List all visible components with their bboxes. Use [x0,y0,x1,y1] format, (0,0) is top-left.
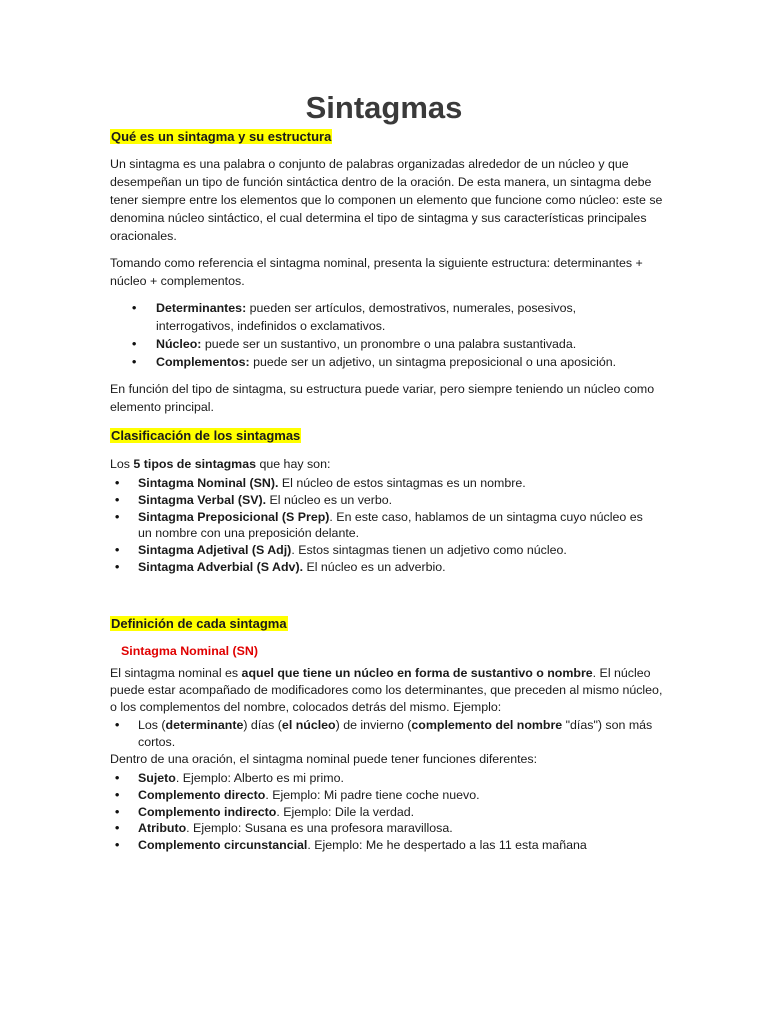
list-item: • Complemento directo. Ejemplo: Mi padre tiene coche nuevo. [138,787,658,804]
list-item: • Sintagma Adjetival (S Adj). Estos sintagmas tienen un adjetivo como núcleo. [138,542,658,559]
list-item: • Sujeto. Ejemplo: Alberto es mi primo. [138,770,658,787]
types-list [138,475,658,576]
paragraph-structure: Tomando como referencia el sintagma nominal, presenta la siguiente estructura: determinantes + núcleo + complementos. [110,256,643,288]
paragraph-types-intro: Los 5 tipos de sintagmas que hay son: [110,457,331,471]
paragraph-definition: Un sintagma es una palabra o conjunto de palabras organizadas alrededor de un núcleo y que desempeñan un tipo de función sintáctica dentro de la oración. De esta manera, un sintagma debe tener siempre entre los elementos que lo componen un elemento que funcione como núcleo: este se denomina núcleo sintáctico, el cual determina el tipo de sintagma y sus características principales oracionales. [110,157,663,243]
paragraph-nominal-definition: El sintagma nominal es aquel que tiene un núcleo en forma de sustantivo o nombre. El núcleo puede estar acompañado de modificadores como los determinantes, que preceden al mismo núcleo, o los complementos del nombre, colocados detrás del mismo. Ejemplo: [110,666,663,714]
section-heading-definicion: Definición de cada sintagma [111,616,287,631]
list-item: • Complemento circunstancial. Ejemplo: Me he despertado a las 11 esta mañana [138,837,658,854]
list-item: • Sintagma Preposicional (S Prep). En este caso, hablamos de un sintagma cuyo núcleo es un nombre con una preposición delante. [138,509,658,543]
paragraph-functions-intro: Dentro de una oración, el sintagma nominal puede tener funciones diferentes: [110,752,538,766]
list-item: • Núcleo: puede ser un sustantivo, un pronombre o una palabra sustantivada. [156,335,656,353]
paragraph-variation: En función del tipo de sintagma, su estructura puede variar, pero siempre teniendo un núcleo como elemento principal. [110,382,655,414]
list-item: • Los (determinante) días (el núcleo) de invierno (complemento del nombre "días") son más cortos. [138,717,658,751]
section-heading-clasificacion: Clasificación de los sintagmas [111,428,301,443]
list-item: • Complementos: puede ser un adjetivo, un sintagma preposicional o una aposición. [156,353,656,371]
list-item: • Sintagma Nominal (SN). El núcleo de estos sintagmas es un nombre. [138,475,658,492]
list-item: • Sintagma Verbal (SV). El núcleo es un verbo. [138,492,658,509]
example-list [138,717,658,751]
list-item: • Sintagma Adverbial (S Adv). El núcleo es un adverbio. [138,559,658,576]
subheading-sintagma-nominal: Sintagma Nominal (SN) [121,644,258,658]
list-item: • Atributo. Ejemplo: Susana es una profesora maravillosa. [138,820,658,837]
list-item: • Determinantes: pueden ser artículos, demostrativos, numerales, posesivos, interrogativos, indefinidos o exclamativos. [156,299,656,335]
list-item: • Complemento indirecto. Ejemplo: Dile la verdad. [138,804,658,821]
section-heading-estructura: Qué es un sintagma y su estructura [111,129,332,144]
structure-list [156,299,656,371]
functions-list [138,770,658,854]
page-title: Sintagmas [305,90,463,125]
